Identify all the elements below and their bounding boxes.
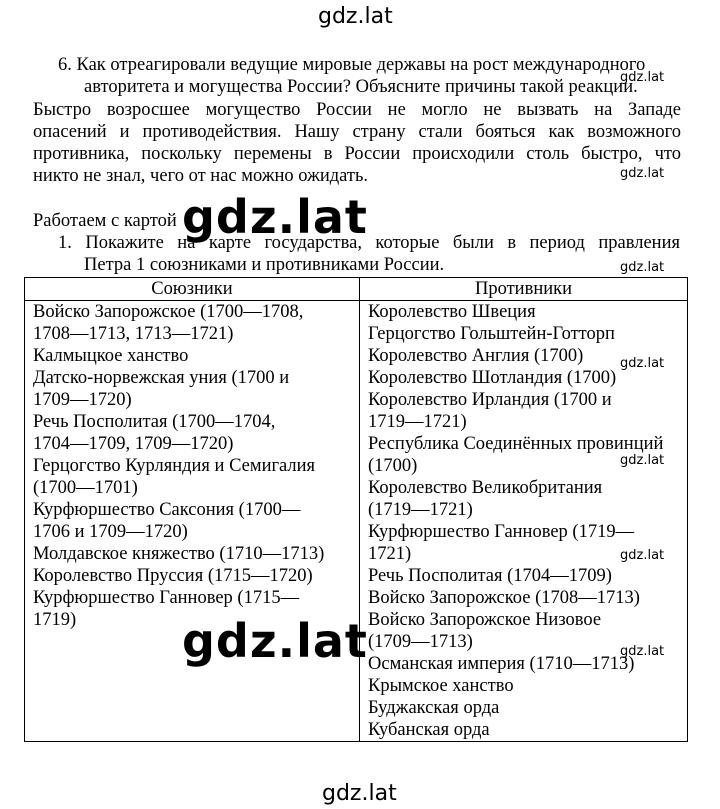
ally-line: (1700—1701) (33, 478, 138, 498)
ally-line: Курфюршество Ганновер (1715— (33, 588, 300, 608)
ally-line: Молдавское княжество (1710—1713) (33, 544, 325, 564)
watermark-bottom: gdz.lat (322, 781, 397, 806)
watermark-small: gdz.lat (620, 70, 665, 85)
enemy-line: Королевство Англия (1700) (368, 346, 584, 366)
enemy-line: 1721) (368, 544, 412, 564)
answer-6-line-2: опасений и противодействия. Нашу страну стали бояться как возможного (33, 122, 681, 142)
ally-line: Калмыцкое ханство (33, 346, 189, 366)
watermark-small: gdz.lat (620, 260, 665, 275)
ally-line: Герцогство Курляндия и Семигалия (33, 456, 316, 476)
watermark-small: gdz.lat (620, 356, 665, 371)
allies-cell (25, 301, 360, 742)
ally-line: 1706 и 1709—1720) (33, 522, 188, 542)
enemy-line: 1719—1721) (368, 412, 467, 432)
answer-6-line-3: противника, поскольку перемены в России происходили столь быстро, что (33, 144, 681, 164)
header-enemies: Противники (360, 278, 688, 301)
ally-line: 1709—1720) (33, 390, 132, 410)
enemy-line: Речь Посполитая (1704—1709) (368, 566, 612, 586)
enemy-line: (1719—1721) (368, 500, 473, 520)
ally-line: 1708—1713, 1713—1721) (33, 324, 234, 344)
ally-line: Речь Посполитая (1700—1704, (33, 412, 276, 432)
enemy-line: Курфюршество Ганновер (1719— (368, 522, 635, 542)
watermark-small: gdz.lat (620, 644, 665, 659)
task-1-line-1: 1. Покажите на карте государства, которые были в период правления (58, 233, 680, 253)
answer-6-line-4: никто не знал, чего от нас можно ожидать. (33, 166, 369, 186)
ally-line: 1719) (33, 610, 77, 630)
enemy-line: Крымское ханство (368, 676, 514, 696)
watermark-small: gdz.lat (620, 548, 665, 563)
enemy-line: Буджакская орда (368, 698, 500, 718)
watermark-big-1: gdz.lat (182, 190, 368, 244)
allies-enemies-table (24, 277, 688, 742)
watermark-big-2: gdz.lat (182, 614, 368, 668)
ally-line: Войско Запорожское (1700—1708, (33, 302, 304, 322)
enemy-line: Османская империя (1710—1713) (368, 654, 635, 674)
enemy-line: Королевство Великобритания (368, 478, 603, 498)
answer-6-line-1: Быстро возросшее могущество России не могло не вызвать на Западе (33, 100, 681, 120)
ally-line: Курфюршество Саксония (1700— (33, 500, 301, 520)
enemy-line: Войско Запорожское (1708—1713) (368, 588, 640, 608)
header-allies: Союзники (25, 278, 360, 301)
task-1-line-2: Петра 1 союзниками и противниками России. (84, 255, 445, 275)
watermark-small: gdz.lat (620, 166, 665, 181)
enemy-line: (1709—1713) (368, 632, 473, 652)
enemy-line: Республика Соединённых провинций (368, 434, 664, 454)
question-6-line-1: 6. Как отреагировали ведущие мировые державы на рост международного (58, 55, 646, 75)
ally-line: 1704—1709, 1709—1720) (33, 434, 234, 454)
ally-line: Королевство Пруссия (1715—1720) (33, 566, 313, 586)
question-6-line-2: авторитета и могущества России? Объясните причины такой реакции. (84, 77, 638, 97)
enemy-line: Герцогство Гольштейн-Готторп (368, 324, 615, 344)
enemy-line: Кубанская орда (368, 720, 490, 740)
watermark-top: gdz.lat (318, 4, 393, 29)
enemy-line: Королевство Шотландия (1700) (368, 368, 617, 388)
ally-line: Датско-норвежская уния (1700 и (33, 368, 290, 388)
section-title: Работаем с картой (33, 211, 177, 231)
watermark-small: gdz.lat (620, 453, 665, 468)
enemy-line: (1700) (368, 456, 418, 476)
enemy-line: Королевство Ирландия (1700 и (368, 390, 612, 410)
enemy-line: Королевство Швеция (368, 302, 536, 322)
enemy-line: Войско Запорожское Низовое (368, 610, 602, 630)
